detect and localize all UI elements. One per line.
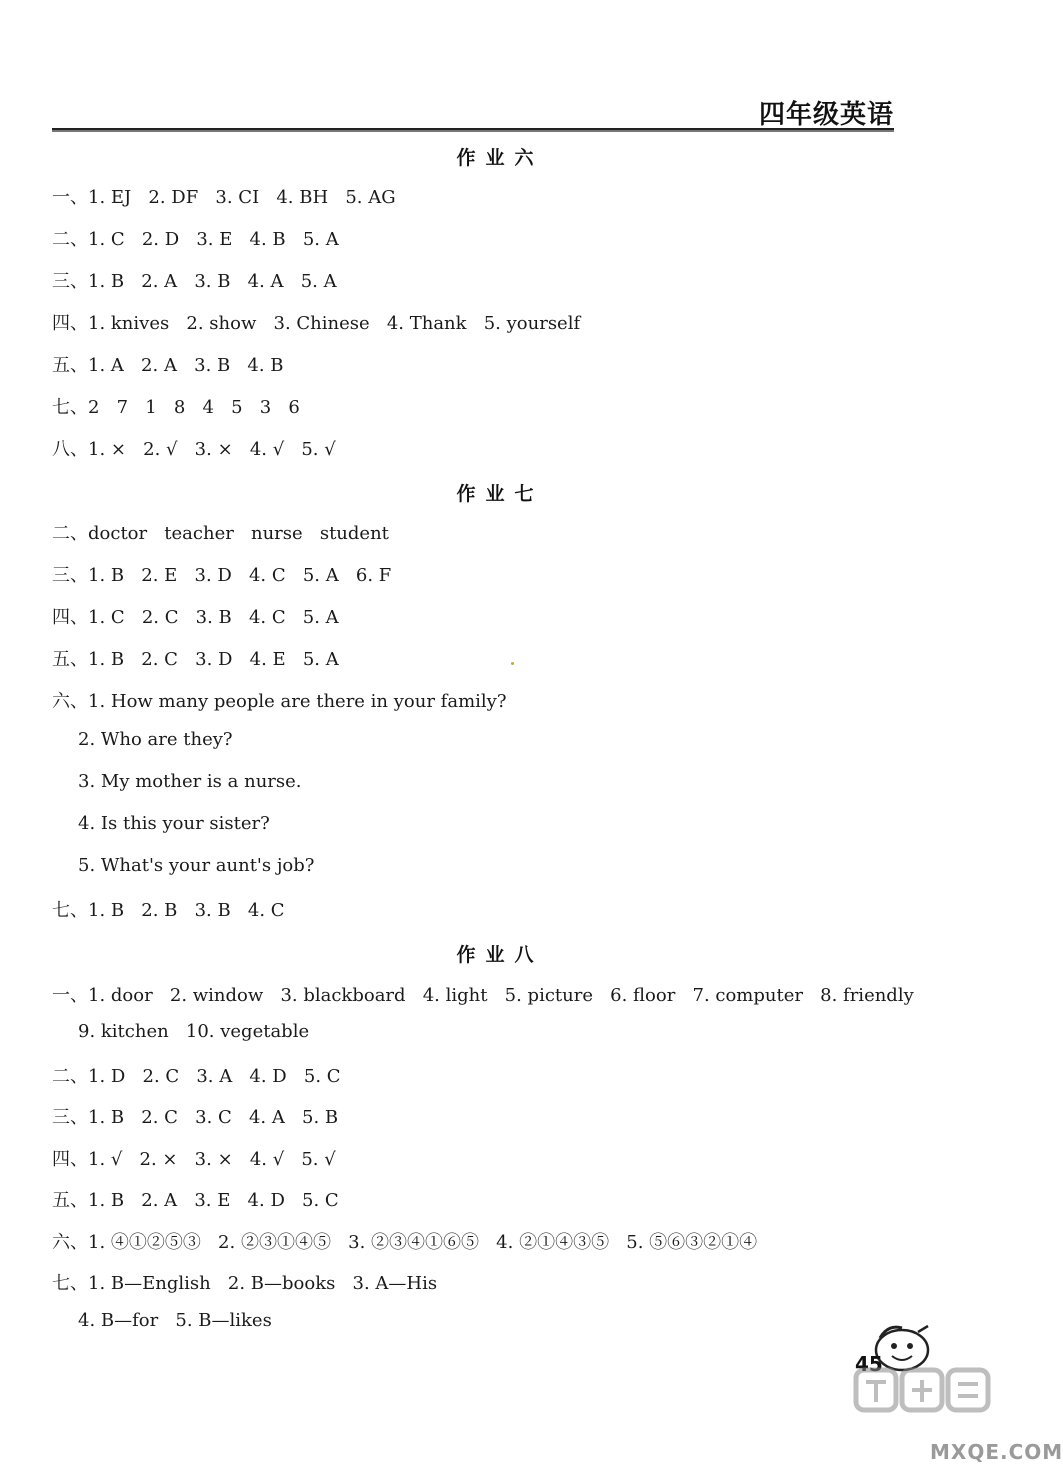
section-title-8: 作业八 <box>456 944 544 966</box>
answer-line: 一、1. EJ 2. DF 3. CI 4. BH 5. AG <box>52 187 396 208</box>
answer-line: 七、1. B 2. B 3. B 4. C <box>52 900 285 921</box>
answer-line: 二、1. D 2. C 3. A 4. D 5. C <box>52 1066 341 1087</box>
section-title-7: 作业七 <box>456 483 544 505</box>
answer-line: 四、1. √ 2. × 3. × 4. √ 5. √ <box>52 1149 336 1170</box>
answer-line: 9. kitchen 10. vegetable <box>78 1021 310 1042</box>
page-number: 45 <box>855 1352 883 1376</box>
answer-line: 三、1. B 2. A 3. B 4. A 5. A <box>52 271 337 292</box>
answer-line: 3. My mother is a nurse. <box>78 771 302 792</box>
header-rule <box>52 128 894 130</box>
answer-line: 5. What's your aunt's job? <box>78 855 315 876</box>
answer-line: 七、1. B—English 2. B—books 3. A—His <box>52 1273 438 1294</box>
answer-line: 七、2 7 1 8 4 5 3 6 <box>52 397 300 418</box>
answer-line: 六、1. How many people are there in your family? <box>52 691 507 712</box>
answer-line: 二、doctor teacher nurse student <box>52 523 389 544</box>
answer-line: 五、1. A 2. A 3. B 4. B <box>52 355 284 376</box>
answer-line: 四、1. knives 2. show 3. Chinese 4. Thank 5. yourself <box>52 313 581 334</box>
section-title-6: 作业六 <box>456 147 544 169</box>
answer-line: 4. B—for 5. B—likes <box>78 1310 272 1331</box>
answer-line: 六、1. ④①②⑤③ 2. ②③①④⑤ 3. ②③④①⑥⑤ 4. ②①④③⑤ 5. ⑤⑥③②①④ <box>52 1232 758 1253</box>
answer-line: 三、1. B 2. C 3. C 4. A 5. B <box>52 1107 339 1128</box>
watermark-text: MXQE.COM <box>930 1440 1063 1464</box>
ink-dot <box>511 662 514 665</box>
answer-line: 五、1. B 2. C 3. D 4. E 5. A <box>52 649 339 670</box>
answer-line: 三、1. B 2. E 3. D 4. C 5. A 6. F <box>52 565 392 586</box>
answer-line: 四、1. C 2. C 3. B 4. C 5. A <box>52 607 339 628</box>
answer-line: 一、1. door 2. window 3. blackboard 4. light 5. picture 6. floor 7. computer 8. friendly <box>52 985 914 1006</box>
answer-line: 二、1. C 2. D 3. E 4. B 5. A <box>52 229 339 250</box>
answer-line: 八、1. × 2. √ 3. × 4. √ 5. √ <box>52 439 336 460</box>
answer-line: 2. Who are they? <box>78 729 233 750</box>
answer-line: 五、1. B 2. A 3. E 4. D 5. C <box>52 1190 339 1211</box>
answer-line: 4. Is this your sister? <box>78 813 270 834</box>
page-header-title: 四年级英语 <box>758 100 894 130</box>
